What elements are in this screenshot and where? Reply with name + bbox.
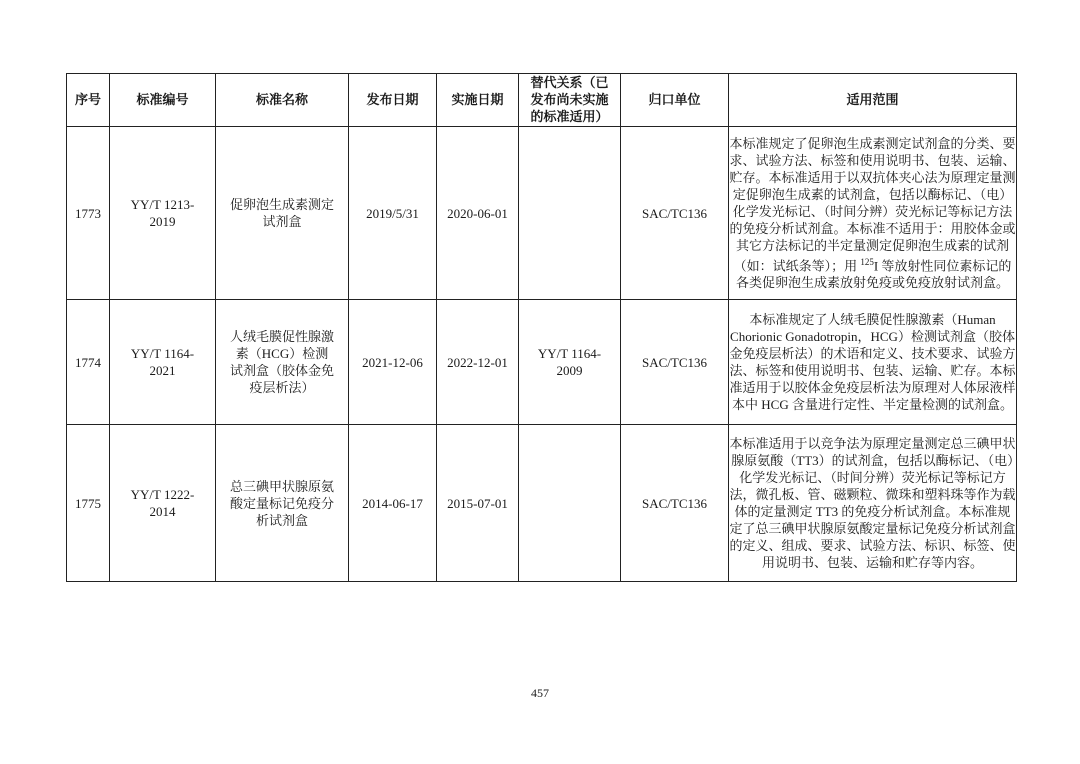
- cell-code: YY/T 1164-2021: [110, 300, 216, 425]
- header-code: 标准编号: [110, 74, 216, 127]
- header-seq: 序号: [67, 74, 110, 127]
- cell-implement-date: 2022-12-01: [437, 300, 519, 425]
- scope-text-lead: 本标准规定了促卵泡生成素测定试剂盒的分类、要求、试验方法、标签和使用说明书、包装、运输、贮存。本标准适用于以双抗体夹心法为原理定量测定促卵泡生成素的试剂盒，包括以酶标记、（电）化学发光标记、（时间分辨）荧光标记等标记方法的免疫分析试剂盒。本标准不适用于：用胶体金或其它方法标记的半定量测定促卵泡生成素的试剂（如：试纸条等）；用: [729, 135, 1016, 274]
- cell-replacement: [519, 425, 621, 582]
- scope-text-tail: I 等放射性同位素标记的各类促卵泡生成素放射免疫或免疫放射试剂盒。: [735, 258, 1012, 291]
- cell-code: YY/T 1222-2014: [110, 425, 216, 582]
- cell-publish-date: 2014-06-17: [349, 425, 437, 582]
- table-header-row: [67, 74, 1017, 127]
- cell-publish-date: 2021-12-06: [349, 300, 437, 425]
- cell-scope: 本标准适用于以竞争法为原理定量测定总三碘甲状腺原氨酸（TT3）的试剂盒，包括以酶标记、（电）化学发光标记、（时间分辨）荧光标记等标记方法，微孔板、管、磁颗粒、微珠和塑料珠等作为载体的定量测定 TT3 的免疫分析试剂盒。本标准规定了总三碘甲状腺原氨酸定量标记免疫分析试剂盒的定义、组成、要求、试验方法、标识、标签、使用说明书、包装、运输和贮存等内容。: [729, 425, 1017, 582]
- cell-scope: 本标准规定了人绒毛膜促性腺激素（Human Chorionic Gonadotropin，HCG）检测试剂盒（胶体金免疫层析法）的术语和定义、技术要求、试验方法、标签和使用说明书、包装、运输、贮存。本标准适用于以胶体金免疫层析法为原理对人体尿液样本中 HCG 含量进行定性、半定量检测的试剂盒。: [729, 300, 1017, 425]
- cell-code: YY/T 1213-2019: [110, 127, 216, 300]
- cell-implement-date: 2015-07-01: [437, 425, 519, 582]
- cell-replacement: [519, 127, 621, 300]
- cell-unit: SAC/TC136: [621, 300, 729, 425]
- table-row: [67, 300, 1017, 425]
- cell-implement-date: 2020-06-01: [437, 127, 519, 300]
- cell-seq: 1774: [67, 300, 110, 425]
- header-name: 标准名称: [216, 74, 349, 127]
- cell-unit: SAC/TC136: [621, 127, 729, 300]
- cell-replacement: YY/T 1164-2009: [519, 300, 621, 425]
- cell-unit: SAC/TC136: [621, 425, 729, 582]
- cell-seq: 1775: [67, 425, 110, 582]
- cell-scope: [729, 127, 1017, 300]
- header-replacement: 替代关系（已发布尚未实施的标准适用）: [519, 74, 621, 127]
- header-publish-date: 发布日期: [349, 74, 437, 127]
- cell-seq: 1773: [67, 127, 110, 300]
- header-scope: 适用范围: [729, 74, 1017, 127]
- cell-name: 促卵泡生成素测定试剂盒: [216, 127, 349, 300]
- cell-publish-date: 2019/5/31: [349, 127, 437, 300]
- cell-name: 总三碘甲状腺原氨酸定量标记免疫分析试剂盒: [216, 425, 349, 582]
- header-unit: 归口单位: [621, 74, 729, 127]
- standards-table: [66, 73, 1017, 582]
- table-row: [67, 425, 1017, 582]
- table-row: [67, 127, 1017, 300]
- cell-name: 人绒毛膜促性腺激素（HCG）检测试剂盒（胶体金免疫层析法）: [216, 300, 349, 425]
- page-number: 457: [531, 686, 549, 700]
- header-implement-date: 实施日期: [437, 74, 519, 127]
- scope-superscript: 125: [860, 256, 874, 267]
